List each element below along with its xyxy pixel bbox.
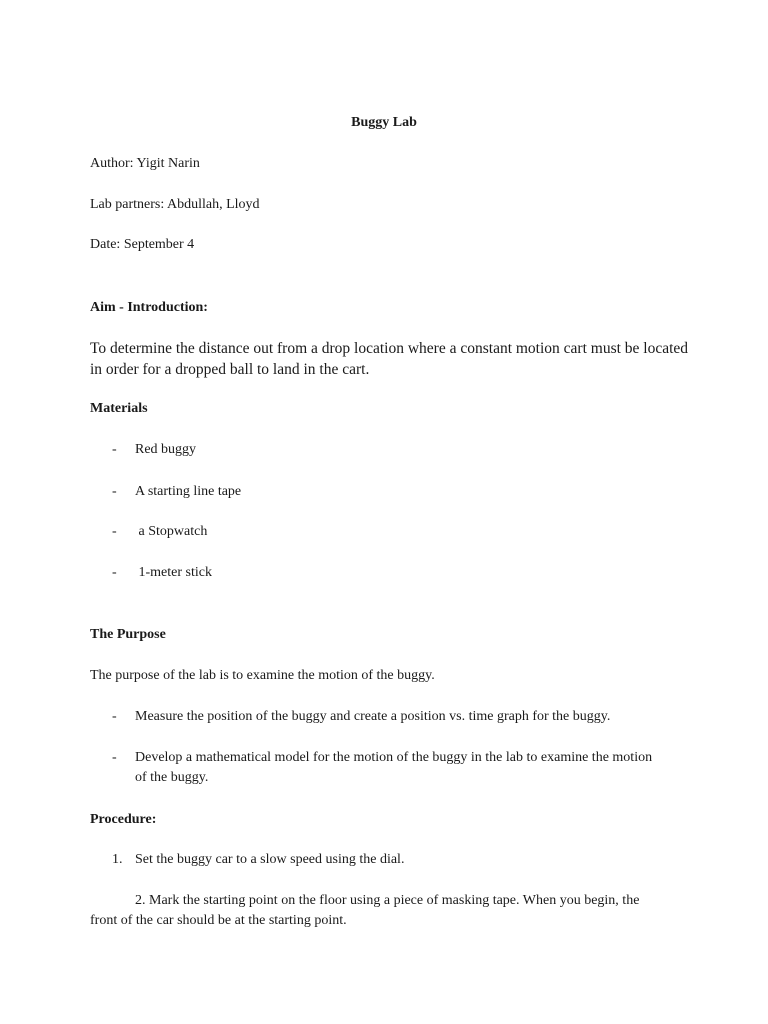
author-line: Author: Yigit Narin xyxy=(90,156,200,171)
lab-partners-line: Lab partners: Abdullah, Lloyd xyxy=(90,197,260,212)
step-text: Set the buggy car to a slow speed using the dial. xyxy=(135,852,405,867)
aim-text: To determine the distance out from a drop location where a constant motion cart must be located in order for a dropped ball to land in the cart. xyxy=(90,340,689,378)
step-number: 1. xyxy=(112,852,123,867)
list-item-text: Develop a mathematical model for the motion of the buggy in the lab to examine the motion of the buggy. xyxy=(135,750,653,785)
list-marker: - xyxy=(112,524,117,539)
date-line: Date: September 4 xyxy=(90,237,195,252)
procedure-heading: Procedure: xyxy=(90,812,157,827)
procedure-step-2: 2. Mark the starting point on the floor using a piece of masking tape. When you begin, the front of the car should be at the starting point. xyxy=(90,893,640,928)
purpose-heading: The Purpose xyxy=(90,627,166,642)
list-marker: - xyxy=(112,750,117,765)
list-marker: - xyxy=(112,565,117,580)
materials-heading: Materials xyxy=(90,401,148,416)
list-marker: - xyxy=(112,484,117,499)
list-marker: - xyxy=(112,709,117,724)
list-item-text: Measure the position of the buggy and create a position vs. time graph for the buggy. xyxy=(135,709,611,724)
list-item-text: 1-meter stick xyxy=(135,565,212,580)
list-marker: - xyxy=(112,442,117,457)
list-item-text: A starting line tape xyxy=(135,484,242,499)
list-item-text: Red buggy xyxy=(135,442,197,457)
purpose-text: The purpose of the lab is to examine the motion of the buggy. xyxy=(90,668,435,683)
list-item-text: a Stopwatch xyxy=(135,524,208,539)
aim-heading: Aim - Introduction: xyxy=(90,300,208,315)
document-title: Buggy Lab xyxy=(351,115,417,130)
